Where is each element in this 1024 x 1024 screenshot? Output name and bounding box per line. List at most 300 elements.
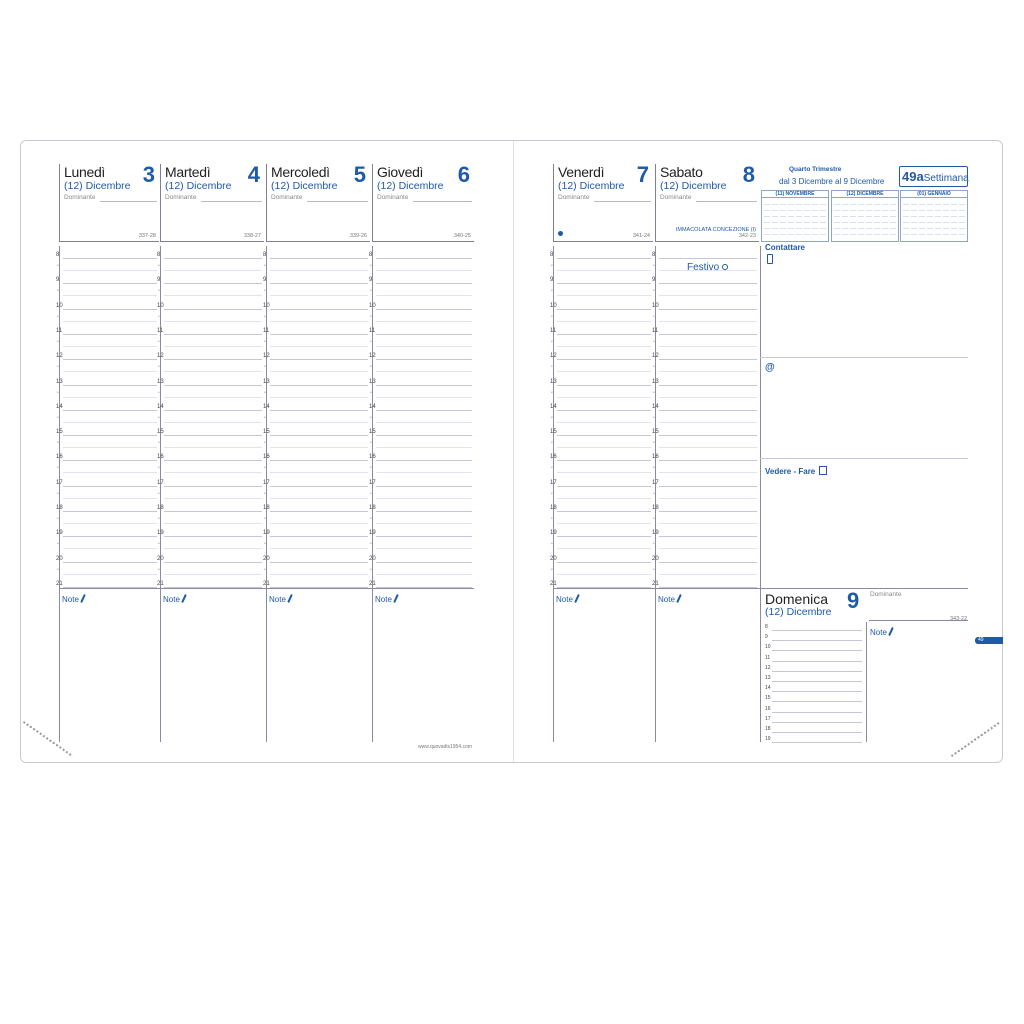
hour-line[interactable] — [270, 359, 368, 360]
hour-line[interactable] — [164, 309, 262, 310]
hour-line[interactable] — [557, 385, 651, 386]
sunday-hour-line[interactable] — [772, 640, 862, 641]
half-hour-line[interactable] — [270, 397, 368, 398]
hour-line[interactable] — [63, 309, 157, 310]
half-hour-line[interactable] — [376, 321, 472, 322]
half-hour-line[interactable] — [659, 321, 757, 322]
hour-label: 8 — [550, 252, 554, 258]
column-divider — [160, 246, 161, 742]
half-hour-line[interactable] — [270, 472, 368, 473]
half-hour-line[interactable] — [270, 371, 368, 372]
hour-label: 10 — [157, 302, 164, 309]
mini-calendar[interactable] — [761, 190, 829, 242]
half-hour-line[interactable] — [63, 270, 157, 271]
day-header[interactable] — [553, 164, 653, 242]
half-hour-line[interactable] — [164, 295, 262, 296]
half-hour-line[interactable] — [376, 346, 472, 347]
hour-label: 17 — [263, 479, 270, 486]
half-hour-line[interactable] — [557, 548, 651, 549]
half-hour-line[interactable] — [659, 523, 757, 524]
day-code: 337-28 — [138, 233, 156, 239]
hour-label: 11 — [157, 327, 164, 334]
hour-line[interactable] — [557, 410, 651, 411]
hour-line[interactable] — [659, 258, 757, 259]
half-hour-dot: • — [653, 288, 655, 295]
hour-label: 21 — [157, 580, 164, 587]
hour-line[interactable] — [164, 385, 262, 386]
half-hour-dot: • — [370, 288, 372, 295]
half-hour-line[interactable] — [270, 574, 368, 575]
hour-line[interactable] — [164, 359, 262, 360]
hour-line[interactable] — [164, 511, 262, 512]
hour-label: 12 — [157, 353, 164, 360]
half-hour-dot: • — [158, 364, 160, 371]
half-hour-line[interactable] — [659, 346, 757, 347]
hour-line[interactable] — [557, 334, 651, 335]
half-hour-line[interactable] — [270, 523, 368, 524]
hour-line[interactable] — [376, 562, 472, 563]
hour-line[interactable] — [659, 562, 757, 563]
sunday-note-text: Note — [870, 628, 887, 637]
dominante-label: Dominante — [64, 194, 96, 201]
hour-label: 14 — [263, 403, 270, 410]
hour-label: 19 — [56, 530, 63, 537]
half-hour-dot: • — [158, 516, 160, 522]
hour-label: 16 — [652, 454, 659, 461]
hour-label: 13 — [652, 378, 659, 385]
hour-line[interactable] — [270, 283, 368, 284]
hour-line[interactable] — [63, 511, 157, 512]
hour-line[interactable] — [270, 334, 368, 335]
mini-calendar[interactable] — [900, 190, 968, 242]
half-hour-line[interactable] — [376, 548, 472, 549]
half-hour-line[interactable] — [270, 422, 368, 423]
sunday-hour-line[interactable] — [772, 661, 862, 662]
hour-line[interactable] — [376, 258, 472, 259]
half-hour-dot: • — [158, 541, 160, 548]
hour-line[interactable] — [557, 309, 651, 310]
sunday-note-label — [870, 627, 892, 637]
dominante-line — [100, 201, 157, 202]
hour-label: 10 — [56, 302, 63, 309]
half-hour-line[interactable] — [376, 422, 472, 423]
half-hour-line[interactable] — [270, 498, 368, 499]
half-hour-line[interactable] — [659, 295, 757, 296]
half-hour-line[interactable] — [659, 422, 757, 423]
half-hour-dot: • — [158, 465, 160, 472]
half-hour-line[interactable] — [659, 397, 757, 398]
half-hour-line[interactable] — [270, 270, 368, 271]
note-label — [163, 594, 185, 604]
dominante-label: Dominante — [377, 194, 409, 201]
hour-label: 21 — [652, 580, 659, 587]
hour-line[interactable] — [164, 562, 262, 563]
hour-label: 20 — [263, 555, 270, 562]
hour-line[interactable] — [659, 460, 757, 461]
half-hour-dot: • — [370, 566, 372, 573]
phone-icon — [767, 254, 773, 264]
half-hour-line[interactable] — [659, 574, 757, 575]
hour-line[interactable] — [63, 562, 157, 563]
dominante-label: Dominante — [558, 194, 590, 201]
hour-label: 8 — [157, 252, 161, 258]
half-hour-dot: • — [264, 516, 266, 522]
half-hour-dot: • — [653, 338, 655, 345]
mini-calendar-grid — [764, 203, 826, 235]
hour-line[interactable] — [659, 283, 757, 284]
half-hour-dot: • — [551, 263, 553, 269]
hour-label: 19 — [263, 530, 270, 537]
sunday-hour-line[interactable] — [772, 742, 862, 743]
half-hour-line[interactable] — [164, 371, 262, 372]
hour-label: 13 — [550, 378, 557, 385]
day-number: 8 — [742, 162, 755, 187]
hour-line[interactable] — [376, 486, 472, 487]
hour-line[interactable] — [164, 334, 262, 335]
hour-label: 9 — [550, 277, 554, 284]
hour-label: 9 — [157, 277, 161, 284]
hour-label: 8 — [56, 252, 60, 258]
half-hour-line[interactable] — [557, 270, 651, 271]
hour-line[interactable] — [270, 258, 368, 259]
hour-line[interactable] — [164, 283, 262, 284]
half-hour-dot: • — [653, 541, 655, 548]
hour-label: 11 — [550, 327, 557, 334]
hour-line[interactable] — [376, 359, 472, 360]
half-hour-dot: • — [57, 364, 59, 371]
half-hour-dot: • — [551, 338, 553, 345]
note-label — [62, 594, 84, 604]
half-hour-dot: • — [158, 313, 160, 320]
hour-line[interactable] — [659, 536, 757, 537]
day-header[interactable] — [266, 164, 370, 242]
half-hour-dot: • — [57, 440, 59, 447]
hour-label: 21 — [56, 580, 63, 587]
hour-line[interactable] — [659, 435, 757, 436]
hour-line[interactable] — [557, 359, 651, 360]
half-hour-line[interactable] — [376, 295, 472, 296]
half-hour-line[interactable] — [63, 321, 157, 322]
hour-line[interactable] — [376, 511, 472, 512]
hour-line[interactable] — [659, 309, 757, 310]
panel-divider — [760, 246, 761, 742]
sunday-hour-label: 18 — [765, 726, 771, 732]
day-header[interactable] — [160, 164, 264, 242]
half-hour-line[interactable] — [63, 498, 157, 499]
day-header[interactable] — [655, 164, 759, 242]
half-hour-dot: • — [57, 490, 59, 497]
hour-label: 15 — [550, 429, 557, 436]
email-icon: @ — [765, 362, 775, 373]
hour-line[interactable] — [659, 511, 757, 512]
hour-line[interactable] — [270, 460, 368, 461]
half-hour-dot: • — [158, 338, 160, 345]
half-hour-dot: • — [57, 566, 59, 573]
hour-line[interactable] — [164, 460, 262, 461]
half-hour-line[interactable] — [557, 397, 651, 398]
sunday-hour-label: 8 — [765, 624, 768, 630]
half-hour-line[interactable] — [376, 472, 472, 473]
hour-line[interactable] — [376, 536, 472, 537]
hour-label: 19 — [369, 530, 376, 537]
half-hour-line[interactable] — [376, 397, 472, 398]
half-hour-line[interactable] — [164, 523, 262, 524]
day-code: 340-25 — [453, 233, 471, 239]
half-hour-line[interactable] — [557, 371, 651, 372]
half-hour-dot: • — [551, 566, 553, 573]
half-hour-line[interactable] — [63, 397, 157, 398]
hour-line[interactable] — [376, 334, 472, 335]
half-hour-line[interactable] — [63, 472, 157, 473]
mini-calendar-title: (12) DICEMBRE — [832, 191, 898, 198]
day-header[interactable] — [59, 164, 159, 242]
hour-line[interactable] — [164, 536, 262, 537]
hour-line[interactable] — [164, 410, 262, 411]
hour-line[interactable] — [270, 309, 368, 310]
day-name: Giovedì — [377, 164, 424, 180]
half-hour-line[interactable] — [659, 498, 757, 499]
hour-line[interactable] — [557, 283, 651, 284]
half-hour-line[interactable] — [659, 548, 757, 549]
hour-line[interactable] — [659, 410, 757, 411]
week-badge — [899, 166, 968, 187]
hour-line[interactable] — [63, 283, 157, 284]
half-hour-dot: • — [370, 490, 372, 497]
half-hour-line[interactable] — [376, 574, 472, 575]
sunday-hour-line[interactable] — [772, 732, 862, 733]
hour-label: 15 — [263, 429, 270, 436]
half-hour-line[interactable] — [270, 548, 368, 549]
hour-line[interactable] — [557, 435, 651, 436]
day-month: (12) Dicembre — [271, 180, 338, 192]
hour-label: 8 — [652, 252, 656, 258]
hour-line[interactable] — [659, 385, 757, 386]
hour-line[interactable] — [376, 283, 472, 284]
half-hour-dot: • — [158, 263, 160, 269]
hour-label: 14 — [550, 403, 557, 410]
hour-line[interactable] — [557, 562, 651, 563]
day-header[interactable] — [372, 164, 474, 242]
sunday-hour-line[interactable] — [772, 650, 862, 651]
half-hour-dot: • — [264, 414, 266, 421]
half-hour-dot: • — [158, 414, 160, 421]
hour-line[interactable] — [164, 486, 262, 487]
hour-label: 18 — [652, 505, 659, 511]
festivo-label — [687, 262, 728, 273]
hour-label: 15 — [369, 429, 376, 436]
dominante-line — [696, 201, 757, 202]
half-hour-line[interactable] — [63, 447, 157, 448]
half-hour-line[interactable] — [164, 498, 262, 499]
sunday-hour-line[interactable] — [772, 701, 862, 702]
hour-line[interactable] — [63, 410, 157, 411]
hour-line[interactable] — [63, 435, 157, 436]
hour-line[interactable] — [557, 460, 651, 461]
hour-label: 18 — [263, 505, 270, 511]
hour-line[interactable] — [659, 359, 757, 360]
half-hour-line[interactable] — [557, 472, 651, 473]
half-hour-line[interactable] — [164, 346, 262, 347]
sunday-hour-line[interactable] — [772, 722, 862, 723]
sunday-hour-line[interactable] — [772, 671, 862, 672]
sunday-hour-line[interactable] — [772, 681, 862, 682]
half-hour-dot: • — [57, 516, 59, 522]
half-hour-dot: • — [57, 541, 59, 548]
half-hour-line[interactable] — [376, 371, 472, 372]
sunday-hour-line[interactable] — [772, 712, 862, 713]
week-number: 49a — [902, 169, 924, 184]
half-hour-line[interactable] — [63, 422, 157, 423]
note-text: Note — [62, 595, 79, 604]
half-hour-dot: • — [370, 516, 372, 522]
hour-line[interactable] — [270, 385, 368, 386]
day-name: Venerdì — [558, 164, 605, 180]
half-hour-line[interactable] — [164, 447, 262, 448]
sunday-hour-label: 13 — [765, 675, 771, 681]
hour-line[interactable] — [376, 435, 472, 436]
half-hour-line[interactable] — [164, 422, 262, 423]
half-hour-line[interactable] — [376, 523, 472, 524]
hour-line[interactable] — [376, 385, 472, 386]
half-hour-line[interactable] — [659, 447, 757, 448]
half-hour-line[interactable] — [63, 574, 157, 575]
dominante-label: Dominante — [165, 194, 197, 201]
half-hour-dot: • — [653, 389, 655, 396]
hour-line[interactable] — [270, 536, 368, 537]
note-label — [375, 594, 397, 604]
hour-line[interactable] — [63, 536, 157, 537]
half-hour-dot: • — [264, 263, 266, 269]
hour-label: 17 — [550, 479, 557, 486]
half-hour-line[interactable] — [63, 346, 157, 347]
half-hour-line[interactable] — [557, 346, 651, 347]
half-hour-line[interactable] — [557, 498, 651, 499]
half-hour-line[interactable] — [270, 295, 368, 296]
footer-url: www.quovadis1954.com — [418, 744, 472, 750]
half-hour-line[interactable] — [164, 574, 262, 575]
hour-line[interactable] — [557, 536, 651, 537]
hour-label: 15 — [157, 429, 164, 436]
half-hour-line[interactable] — [63, 523, 157, 524]
half-hour-line[interactable] — [164, 397, 262, 398]
hour-label: 19 — [652, 530, 659, 537]
email-line — [760, 458, 968, 459]
hour-line[interactable] — [63, 258, 157, 259]
hour-line[interactable] — [376, 410, 472, 411]
sunday-hour-line[interactable] — [772, 691, 862, 692]
half-hour-line[interactable] — [270, 346, 368, 347]
half-hour-line[interactable] — [164, 472, 262, 473]
half-hour-line[interactable] — [376, 270, 472, 271]
mini-calendar[interactable] — [831, 190, 899, 242]
hour-label: 18 — [369, 505, 376, 511]
hour-line[interactable] — [270, 562, 368, 563]
half-hour-line[interactable] — [63, 371, 157, 372]
hour-line[interactable] — [63, 486, 157, 487]
mini-calendar-grid — [834, 203, 896, 235]
half-hour-line[interactable] — [557, 422, 651, 423]
note-label — [658, 594, 680, 604]
half-hour-line[interactable] — [557, 321, 651, 322]
hour-label: 9 — [56, 277, 60, 284]
hour-line[interactable] — [659, 486, 757, 487]
hour-line[interactable] — [63, 334, 157, 335]
hour-line[interactable] — [270, 511, 368, 512]
hour-label: 20 — [550, 555, 557, 562]
hour-line[interactable] — [63, 385, 157, 386]
day-number: 5 — [353, 162, 366, 187]
hour-line[interactable] — [376, 309, 472, 310]
hour-label: 9 — [652, 277, 656, 284]
half-hour-line[interactable] — [270, 321, 368, 322]
half-hour-line[interactable] — [164, 270, 262, 271]
half-hour-dot: • — [653, 465, 655, 472]
day-number: 7 — [636, 162, 649, 187]
sunday-hour-label: 10 — [765, 644, 771, 651]
hour-line[interactable] — [557, 486, 651, 487]
hour-line[interactable] — [270, 486, 368, 487]
hour-line[interactable] — [270, 410, 368, 411]
half-hour-line[interactable] — [164, 321, 262, 322]
column-divider — [372, 246, 373, 742]
day-month: (12) Dicembre — [660, 180, 727, 192]
half-hour-line[interactable] — [557, 295, 651, 296]
half-hour-line[interactable] — [376, 498, 472, 499]
hour-label: 15 — [56, 429, 63, 436]
sunday-number: 9 — [847, 588, 860, 613]
week-tab[interactable]: 49 — [975, 637, 1003, 644]
half-hour-line[interactable] — [376, 447, 472, 448]
mini-calendar-title: (11) NOVEMBRE — [762, 191, 828, 198]
column-divider — [655, 246, 656, 742]
half-hour-line[interactable] — [270, 447, 368, 448]
sunday-hour-line[interactable] — [772, 630, 862, 631]
hour-line[interactable] — [164, 435, 262, 436]
hour-label: 11 — [263, 327, 270, 334]
contact-line — [760, 357, 968, 358]
hour-line[interactable] — [557, 511, 651, 512]
half-hour-line[interactable] — [63, 548, 157, 549]
half-hour-dot: • — [551, 490, 553, 497]
hour-line[interactable] — [376, 460, 472, 461]
half-hour-line[interactable] — [659, 371, 757, 372]
note-label — [269, 594, 291, 604]
half-hour-dot: • — [57, 465, 59, 472]
half-hour-line[interactable] — [557, 523, 651, 524]
half-hour-dot: • — [370, 313, 372, 320]
hour-line[interactable] — [164, 258, 262, 259]
note-text: Note — [658, 595, 675, 604]
half-hour-line[interactable] — [557, 574, 651, 575]
hour-label: 19 — [550, 530, 557, 537]
hour-line[interactable] — [659, 334, 757, 335]
hour-line[interactable] — [557, 258, 651, 259]
hour-label: 16 — [157, 454, 164, 461]
half-hour-dot: • — [264, 566, 266, 573]
half-hour-line[interactable] — [63, 295, 157, 296]
day-month: (12) Dicembre — [558, 180, 625, 192]
hour-label: 20 — [652, 555, 659, 562]
hour-label: 14 — [157, 403, 164, 410]
hour-label: 10 — [369, 302, 376, 309]
sun-icon — [722, 264, 728, 270]
half-hour-line[interactable] — [659, 472, 757, 473]
half-hour-line[interactable] — [164, 548, 262, 549]
hour-line[interactable] — [63, 460, 157, 461]
half-hour-line[interactable] — [557, 447, 651, 448]
hour-line[interactable] — [270, 435, 368, 436]
hour-line[interactable] — [63, 359, 157, 360]
